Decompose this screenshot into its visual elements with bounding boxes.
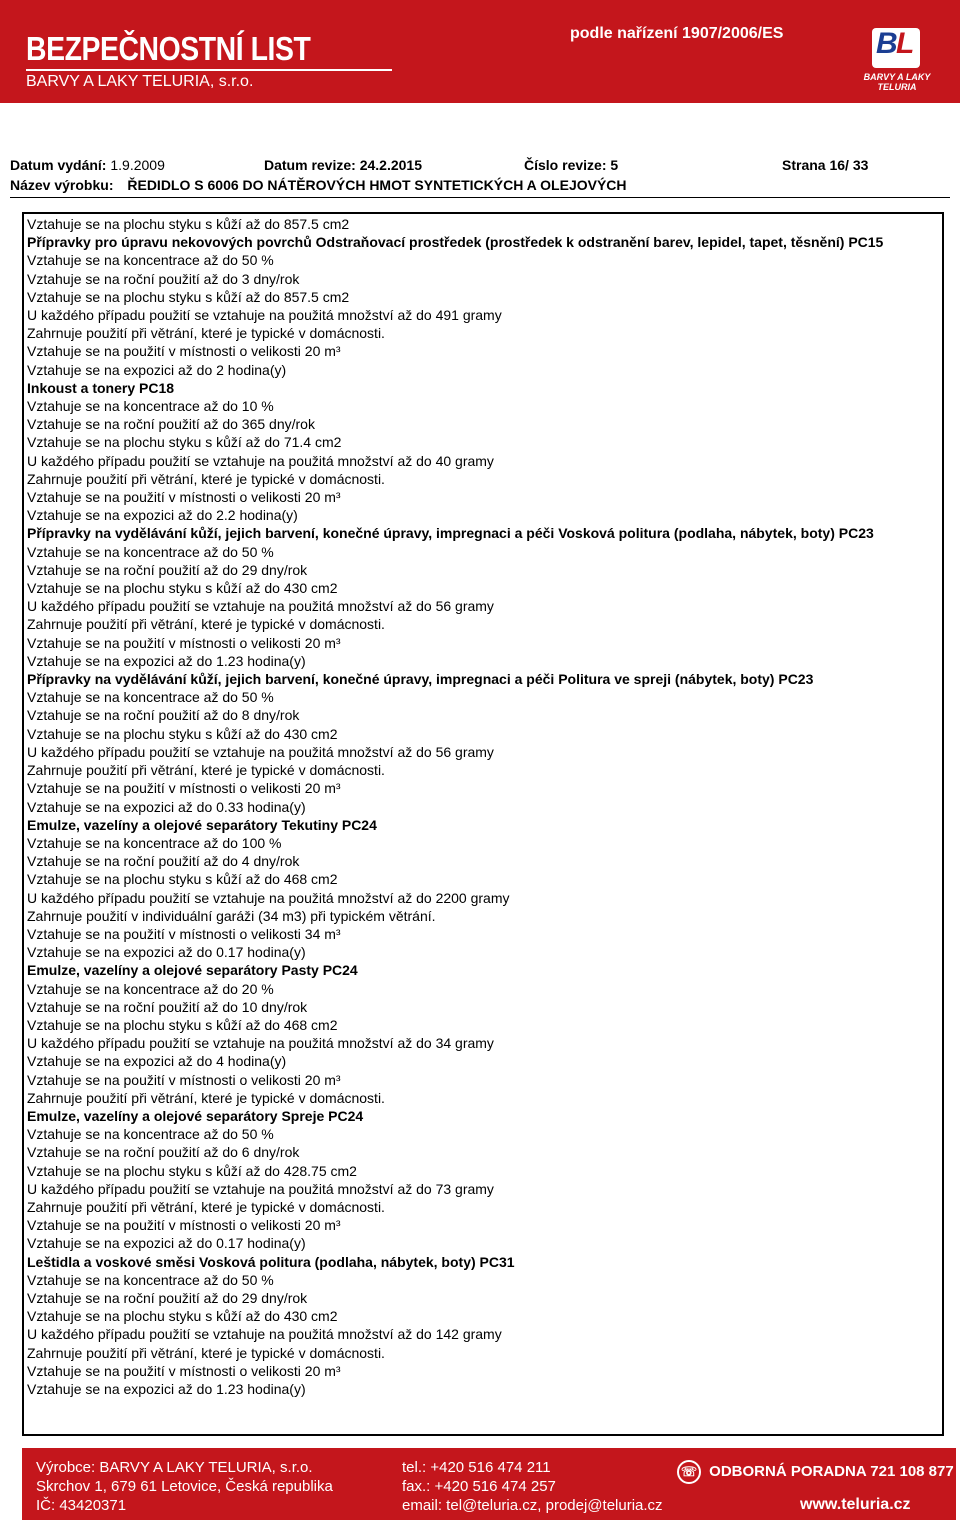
exposure-content [27,215,937,1398]
exposure-line: Vztahuje se na použití v místnosti o velikosti 20 m³ [27,1362,341,1379]
exposure-line: Vztahuje se na expozici až do 1.23 hodina(y) [27,652,306,669]
footer-banner [22,1448,956,1520]
section-heading: Emulze, vazelíny a olejové separátory Pasty PC24 [27,962,358,979]
exposure-line: U každého případu použití se vztahuje na použitá množství až do 142 gramy [27,1326,502,1343]
exposure-line: Vztahuje se na roční použití až do 365 dny/rok [27,416,315,433]
exposure-line: U každého případu použití se vztahuje na použitá množství až do 2200 gramy [27,889,510,906]
exposure-line: U každého případu použití se vztahuje na použitá množství až do 491 gramy [27,307,502,324]
exposure-line: Vztahuje se na plochu styku s kůží až do 428.75 cm2 [27,1162,357,1179]
exposure-line: Vztahuje se na použití v místnosti o velikosti 20 m³ [27,343,341,360]
phone-icon: ☏ [677,1460,701,1484]
exposure-line: Vztahuje se na roční použití až do 3 dny/rok [27,270,300,287]
footer-producer: Výrobce: BARVY A LAKY TELURIA, s.r.o. [36,1459,313,1476]
exposure-line: Vztahuje se na koncentrace až do 50 % [27,252,274,269]
footer-fax: fax.: +420 516 474 257 [402,1478,556,1495]
logo-text-line1: BARVY A LAKY [863,72,931,82]
exposure-line: Vztahuje se na plochu styku s kůží až do 857.5 cm2 [27,216,350,232]
header-banner [0,0,960,103]
section-heading: Přípravky na vydělávání kůží, jejich barvení, konečné úpravy, impregnaci a péči Politura ve spreji (nábytek, boty) PC23 [27,671,814,688]
exposure-line: U každého případu použití se vztahuje na použitá množství až do 40 gramy [27,452,494,469]
exposure-line: Zahrnuje použití v individuální garáži (34 m3) při typickém větrání. [27,907,436,924]
exposure-line: Vztahuje se na roční použití až do 29 dny/rok [27,1289,308,1306]
issue-date-label: Datum vydání: [10,157,107,173]
product-name-value: ŘEDIDLO S 6006 DO NÁTĚROVÝCH HMOT SYNTETICKÝCH A OLEJOVÝCH [127,177,627,193]
exposure-line: Vztahuje se na koncentrace až do 50 % [27,689,274,706]
section-heading: Emulze, vazelíny a olejové separátory Spreje PC24 [27,1107,364,1124]
exposure-line: U každého případu použití se vztahuje na použitá množství až do 73 gramy [27,1180,494,1197]
exposure-line: Vztahuje se na koncentrace až do 10 % [27,398,274,415]
exposure-line: Vztahuje se na koncentrace až do 50 % [27,1271,274,1288]
exposure-line: Zahrnuje použití při větrání, které je typické v domácnosti. [27,762,385,779]
exposure-line: Vztahuje se na expozici až do 1.23 hodina(y) [27,1381,306,1397]
exposure-line: Vztahuje se na plochu styku s kůží až do 468 cm2 [27,1016,338,1033]
exposure-line: Vztahuje se na plochu styku s kůží až do 468 cm2 [27,871,338,888]
exposure-line: Vztahuje se na použití v místnosti o velikosti 20 m³ [27,1217,341,1234]
title-underline [26,69,392,71]
exposure-line: U každého případu použití se vztahuje na použitá množství až do 56 gramy [27,598,494,615]
regulation-text: podle nařízení 1907/2006/ES [570,25,784,42]
page-number: Strana 16/ 33 [782,157,869,173]
footer-address: Skrchov 1, 679 61 Letovice, Česká republika [36,1478,333,1495]
exposure-line: Vztahuje se na expozici až do 0.17 hodina(y) [27,944,306,961]
exposure-line: U každého případu použití se vztahuje na použitá množství až do 56 gramy [27,743,494,760]
exposure-line: Vztahuje se na expozici až do 0.33 hodina(y) [27,798,306,815]
footer-ico: IČ: 43420371 [36,1497,127,1514]
revision-number-label: Číslo revize: [524,157,607,173]
exposure-line: Vztahuje se na roční použití až do 4 dny/rok [27,853,300,870]
revision-date-label: Datum revize: [264,157,356,173]
exposure-line: Vztahuje se na použití v místnosti o velikosti 20 m³ [27,634,341,651]
exposure-line: Vztahuje se na použití v místnosti o velikosti 20 m³ [27,780,341,797]
issue-date-value: 1.9.2009 [110,157,165,173]
exposure-line: Vztahuje se na roční použití až do 8 dny/rok [27,707,300,724]
section-heading: Leštidla a voskové směsi Vosková politura (podlaha, nábytek, boty) PC31 [27,1253,515,1270]
exposure-line: Vztahuje se na expozici až do 0.17 hodina(y) [27,1235,306,1252]
exposure-line: Vztahuje se na koncentrace až do 100 % [27,834,282,851]
exposure-line: Vztahuje se na plochu styku s kůží až do 857.5 cm2 [27,288,350,305]
header-divider [10,197,950,198]
section-heading: Inkoust a tonery PC18 [27,379,175,396]
exposure-line: U každého případu použití se vztahuje na použitá množství až do 34 gramy [27,1035,494,1052]
exposure-line: Vztahuje se na expozici až do 2 hodina(y) [27,361,287,378]
exposure-line: Vztahuje se na použití v místnosti o velikosti 34 m³ [27,925,341,942]
exposure-line: Vztahuje se na koncentrace až do 50 % [27,543,274,560]
exposure-line: Vztahuje se na expozici až do 2.2 hodina(y) [27,507,298,524]
exposure-line: Vztahuje se na roční použití až do 10 dny/rok [27,998,308,1015]
logo-mark-icon: B L [872,28,920,68]
exposure-line: Vztahuje se na plochu styku s kůží až do 71.4 cm2 [27,434,342,451]
logo-text-line2: TELURIA [877,82,917,92]
exposure-line: Vztahuje se na použití v místnosti o velikosti 20 m³ [27,1071,341,1088]
exposure-line: Zahrnuje použití při větrání, které je typické v domácnosti. [27,1198,385,1215]
company-logo [858,28,936,94]
exposure-line: Zahrnuje použití při větrání, které je typické v domácnosti. [27,1344,385,1361]
exposure-line: Vztahuje se na použití v místnosti o velikosti 20 m³ [27,489,341,506]
exposure-line: Zahrnuje použití při větrání, které je typické v domácnosti. [27,325,385,342]
exposure-line: Vztahuje se na koncentrace až do 20 % [27,980,274,997]
footer-tel: tel.: +420 516 474 211 [402,1459,551,1476]
exposure-line: Zahrnuje použití při větrání, které je typické v domácnosti. [27,470,385,487]
revision-number-value: 5 [610,157,619,173]
exposure-line: Vztahuje se na roční použití až do 6 dny/rok [27,1144,300,1161]
section-heading: Přípravky na vydělávání kůží, jejich barvení, konečné úpravy, impregnaci a péči Vosková politura (podlaha, nábytek, boty) PC23 [27,525,874,542]
section-heading: Emulze, vazelíny a olejové separátory Tekutiny PC24 [27,816,377,833]
exposure-line: Zahrnuje použití při větrání, které je typické v domácnosti. [27,1089,385,1106]
exposure-line: Vztahuje se na roční použití až do 29 dny/rok [27,561,308,578]
document-title: BEZPEČNOSTNÍ LIST [26,30,311,67]
exposure-line: Vztahuje se na plochu styku s kůží až do 430 cm2 [27,1308,338,1325]
exposure-line: Vztahuje se na plochu styku s kůží až do 430 cm2 [27,580,338,597]
exposure-line: Vztahuje se na koncentrace až do 50 % [27,1126,274,1143]
exposure-line: Vztahuje se na plochu styku s kůží až do 430 cm2 [27,725,338,742]
footer-website[interactable]: www.teluria.cz [800,1496,911,1513]
section-heading: Přípravky pro úpravu nekovových povrchů Odstraňovací prostředek (prostředek k odstranění barev, lepidel, tapet, těsnění) PC15 [27,234,884,251]
revision-date-value: 24.2.2015 [359,157,422,173]
product-name-label: Název výrobku: [10,177,114,193]
exposure-line: Zahrnuje použití při větrání, které je typické v domácnosti. [27,616,385,633]
footer-advice-line: ODBORNÁ PORADNA 721 108 877 [709,1462,954,1480]
company-name: BARVY A LAKY TELURIA, s.r.o. [26,73,254,90]
footer-email[interactable]: email: tel@teluria.cz, prodej@teluria.cz [402,1497,663,1514]
exposure-line: Vztahuje se na expozici až do 4 hodina(y) [27,1053,287,1070]
